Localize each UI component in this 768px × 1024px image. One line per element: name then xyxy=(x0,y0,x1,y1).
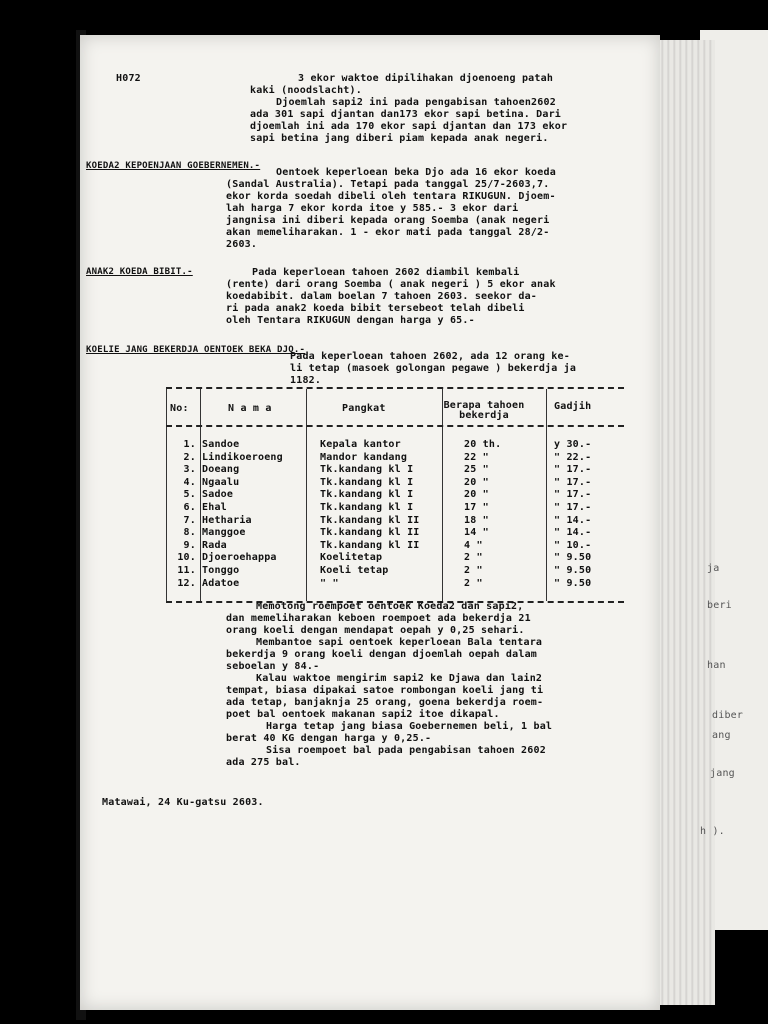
table-cell-gadjih: " 17.- xyxy=(554,464,592,476)
table-cell-nama: Sandoe xyxy=(202,439,240,450)
table-cell-nama: Sadoe xyxy=(202,489,234,501)
table-cell-pangkat: Tk.kandang kl II xyxy=(320,539,420,551)
table-cell-gadjih: y 30.- xyxy=(554,439,592,450)
body-line: Pada keperloean tahoen 2602, ada 12 orang ke- xyxy=(290,351,570,362)
table-cell-gadjih: " 22.- xyxy=(554,451,592,463)
table-cell-nama: Lindikoeroeng xyxy=(202,451,283,463)
table-cell-pangkat: Kepala kantor xyxy=(320,439,401,450)
table-cell-pangkat: Koelitetap xyxy=(320,552,383,564)
table-header-tahoen: Berapa tahoen bekerdja xyxy=(443,400,525,421)
margin-note: jang xyxy=(710,768,735,779)
table-cell-nama: Hetharia xyxy=(202,514,252,526)
table-cell-nama: Manggoe xyxy=(202,527,246,539)
table-cell-no: 2. xyxy=(183,451,196,463)
table-cell-tahoen: 20 " xyxy=(464,476,489,488)
body-line: akan memeliharakan. 1 - ekor mati pada tanggal 28/2- xyxy=(226,227,550,238)
body-line: tempat, biasa dipakai satoe rombongan koeli jang ti xyxy=(226,685,544,696)
body-line: Sisa roempoet bal pada pengabisan tahoen 2602 xyxy=(266,745,546,756)
body-line: dan memeliharakan keboen roempoet ada bekerdja 21 xyxy=(226,613,531,624)
body-line: jangnisa ini diberi kepada orang Soemba (anak negeri xyxy=(226,215,550,226)
table-cell-gadjih: " 17.- xyxy=(554,489,592,501)
body-line: poet bal oentoek makanan sapi2 itoe dikapal. xyxy=(226,709,500,720)
table-cell-nama: Ehal xyxy=(202,502,227,513)
margin-note: ja xyxy=(707,563,720,574)
table-cell-pangkat: Tk.kandang kl I xyxy=(320,476,414,488)
margin-note: ang xyxy=(712,730,731,741)
table-cell-tahoen: 25 " xyxy=(464,464,489,476)
table-cell-nama: Ngaalu xyxy=(202,476,240,488)
body-line: Memotong roempoet oentoek Koeda2 dan sapi2, xyxy=(256,601,524,612)
table-cell-gadjih: " 14.- xyxy=(554,514,592,526)
table-cell-no: 8. xyxy=(183,527,196,539)
table-cell-no: 11. xyxy=(177,565,196,576)
body-line: Harga tetap jang biasa Goebernemen beli, 1 bal xyxy=(266,721,553,732)
body-line: 2603. xyxy=(226,239,258,250)
margin-note: h ). xyxy=(700,826,725,837)
body-line: Pada keperloean tahoen 2602 diambil kembali xyxy=(252,267,520,278)
table-cell-gadjih: " 17.- xyxy=(554,502,592,513)
body-line: bekerdja 9 orang koeli dengan djoemlah oepah dalam xyxy=(226,649,538,660)
table-header-gadjih: Gadjih xyxy=(554,401,592,412)
table-cell-pangkat: Tk.kandang kl I xyxy=(320,464,414,476)
table-cell-no: 1. xyxy=(183,439,196,450)
body-line: Membantoe sapi oentoek keperloean Bala tentara xyxy=(256,637,543,648)
intro-line: Djoemlah sapi2 ini pada pengabisan tahoen2602 xyxy=(276,97,556,108)
page-number: H072 xyxy=(116,73,141,84)
table-cell-pangkat: Tk.kandang kl II xyxy=(320,527,420,539)
table-cell-gadjih: " 10.- xyxy=(554,539,592,551)
table-cell-nama: Djoeroehappa xyxy=(202,552,277,564)
table-cell-tahoen: 14 " xyxy=(464,527,489,539)
table-cell-tahoen: 4 " xyxy=(464,539,483,551)
margin-note: han xyxy=(707,660,726,671)
intro-line: sapi betina jang diberi piam kepada anak negeri. xyxy=(250,133,549,144)
body-line: Kalau waktoe mengirim sapi2 ke Djawa dan lain2 xyxy=(256,673,543,684)
table-border xyxy=(200,389,201,601)
table-cell-pangkat: Tk.kandang kl II xyxy=(320,514,420,526)
table-cell-gadjih: " 14.- xyxy=(554,527,592,539)
table-cell-gadjih: " 9.50 xyxy=(554,577,592,589)
body-line: li tetap (masoek golongan pegawe ) bekerdja ja xyxy=(290,363,577,374)
table-cell-nama: Tonggo xyxy=(202,565,240,576)
table-cell-gadjih: " 17.- xyxy=(554,476,592,488)
table-cell-pangkat: Koeli tetap xyxy=(320,565,389,576)
body-line: ada 275 bal. xyxy=(226,757,301,768)
place-date: Matawai, 24 Ku-gatsu 2603. xyxy=(102,797,264,808)
table-border xyxy=(306,389,307,601)
table-cell-pangkat: Tk.kandang kl I xyxy=(320,502,414,513)
section-heading: KOEDA2 KEPOENJAAN GOEBERNEMEN.- xyxy=(86,161,261,171)
body-line: ekor korda soedah dibeli oleh tentara RIKUGUN. Djoem- xyxy=(226,191,556,202)
table-cell-tahoen: 20 th. xyxy=(464,439,502,450)
body-line: Oentoek keperloean beka Djo ada 16 ekor koeda xyxy=(276,167,556,178)
table-cell-no: 10. xyxy=(177,552,196,564)
table-cell-pangkat: Tk.kandang kl I xyxy=(320,489,414,501)
body-line: (Sandal Australia). Tetapi pada tanggal 25/7-2603,7. xyxy=(226,179,550,190)
table-cell-tahoen: 22 " xyxy=(464,451,489,463)
intro-line: kaki (noodslacht). xyxy=(250,85,362,96)
body-line: (rente) dari orang Soemba ( anak negeri ) 5 ekor anak xyxy=(226,279,556,290)
table-cell-no: 4. xyxy=(183,476,196,488)
intro-line: djoemlah ini ada 170 ekor sapi djantan dan 173 ekor xyxy=(250,121,568,132)
table-cell-no: 3. xyxy=(183,464,196,476)
paper-page xyxy=(80,35,660,1010)
table-cell-tahoen: 17 " xyxy=(464,502,489,513)
body-line: orang koeli dengan mendapat oepah y 0,25 sehari. xyxy=(226,625,525,636)
table-cell-tahoen: 18 " xyxy=(464,514,489,526)
body-line: lah harga 7 ekor korda itoe y 585.- 3 ekor dari xyxy=(226,203,519,214)
margin-note: diber xyxy=(712,710,744,721)
table-cell-gadjih: " 9.50 xyxy=(554,565,592,576)
body-line: 1182. xyxy=(290,375,322,386)
table-header-rule xyxy=(166,425,624,427)
table-cell-nama: Adatoe xyxy=(202,577,240,589)
intro-line: ada 301 sapi djantan dan173 ekor sapi betina. Dari xyxy=(250,109,562,120)
table-cell-tahoen: 2 " xyxy=(464,552,483,564)
table-cell-tahoen: 2 " xyxy=(464,565,483,576)
section-heading: KOELIE JANG BEKERDJA OENTOEK BEKA DJO.- xyxy=(86,345,306,355)
table-top-rule xyxy=(166,387,624,389)
body-line: berat 40 KG dengan harga y 0,25.- xyxy=(226,733,432,744)
table-cell-no: 5. xyxy=(183,489,196,501)
table-cell-tahoen: 2 " xyxy=(464,577,483,589)
table-cell-no: 9. xyxy=(183,539,196,551)
table-header-nama: N a m a xyxy=(228,403,272,414)
table-border xyxy=(166,389,167,601)
table-cell-no: 7. xyxy=(183,514,196,526)
table-border xyxy=(546,389,547,601)
body-line: koedabibit. dalam boelan 7 tahoen 2603. seekor da- xyxy=(226,291,538,302)
table-cell-nama: Doeang xyxy=(202,464,240,476)
body-line: oleh Tentara RIKUGUN dengan harga y 65.- xyxy=(226,315,475,326)
table-header-no: No: xyxy=(170,403,189,414)
table-header-pangkat: Pangkat xyxy=(342,403,386,414)
table-cell-gadjih: " 9.50 xyxy=(554,552,592,564)
table-cell-pangkat: Mandor kandang xyxy=(320,451,408,463)
table-cell-tahoen: 20 " xyxy=(464,489,489,501)
margin-note: beri xyxy=(707,600,732,611)
body-line: ri pada anak2 koeda bibit tersebeot telah dibeli xyxy=(226,303,525,314)
table-cell-nama: Rada xyxy=(202,539,227,551)
section-heading: ANAK2 KOEDA BIBIT.- xyxy=(86,267,193,277)
table-cell-pangkat: " " xyxy=(320,577,339,589)
intro-line: 3 ekor waktoe dipilihakan djoenoeng patah xyxy=(298,73,554,84)
table-cell-no: 6. xyxy=(183,502,196,513)
body-line: ada tetap, banjaknja 25 orang, goena bekerdja roem- xyxy=(226,697,544,708)
table-cell-no: 12. xyxy=(177,577,196,589)
body-line: seboelan y 84.- xyxy=(226,661,320,672)
